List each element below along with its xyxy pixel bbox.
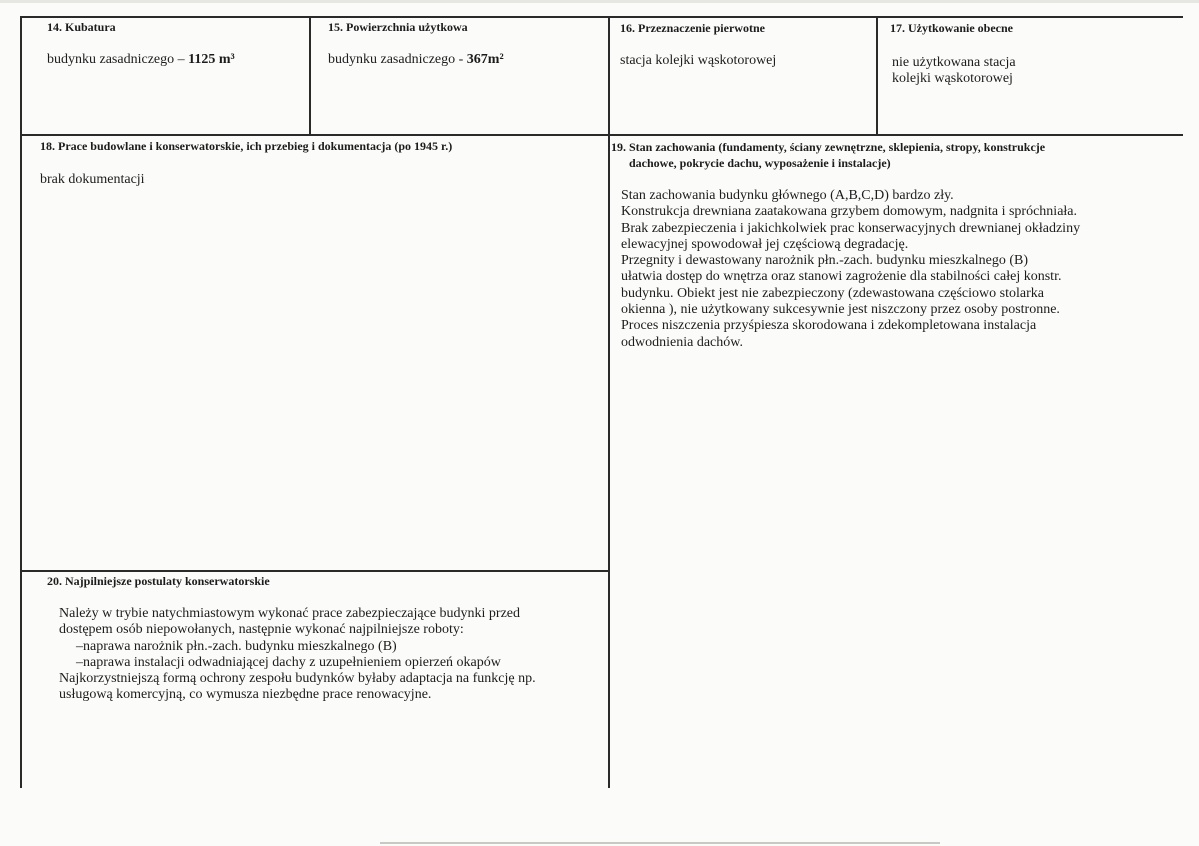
field-14-value-number: 1125 m³ [188, 52, 235, 67]
field-19-text-line: Przegnity i dewastowany narożnik płn.-zach. budynku mieszkalnego (B) [621, 253, 1029, 269]
field-17-value [892, 55, 1016, 88]
field-19-text-line: budynku. Obiekt jest nie zabezpieczony (zdewastowana częściowo stolarka [621, 285, 1044, 301]
field-17-label: 17. Użytkowanie obecne [890, 21, 1013, 35]
field-17-value-line: nie użytkowana stacja [892, 55, 1016, 70]
row-divider-1 [20, 134, 1183, 136]
field-20-text-line: usługową komercyjną, co wymusza niezbędne prace renowacyjne. [59, 687, 432, 703]
field-15-value-number: 367m² [466, 52, 504, 67]
field-20-text-line: Należy w trybie natychmiastowym wykonać prace zabezpieczające budynki przed [59, 606, 521, 621]
field-20-text-line: –naprawa narożnik płn.-zach. budynku mieszkalnego (B) [76, 638, 397, 654]
field-19-text-line: elewacyjnej spowodował jej częściową degradację. [621, 236, 909, 252]
field-19-text-line: Stan zachowania budynku głównego (A,B,C,D) bardzo zły. [621, 188, 954, 203]
row-divider-2 [20, 570, 610, 572]
field-20-label: 20. Najpilniejsze postulaty konserwatorskie [47, 574, 270, 588]
table-border-top [20, 16, 1183, 18]
field-16-value: stacja kolejki wąskotorowej [620, 53, 777, 68]
field-17-value-line: kolejki wąskotorowej [892, 71, 1013, 87]
field-20-text-line: –naprawa instalacji odwadniającej dachy z uzupełnieniem opierzeń okapów [76, 654, 501, 670]
field-15-value [328, 52, 504, 68]
field-18-label: 18. Prace budowlane i konserwatorskie, ich przebieg i dokumentacja (po 1945 r.) [40, 139, 453, 153]
field-19-text-line: Proces niszczenia przyśpiesza skorodowana i zdekompletowana instalacja [621, 318, 1037, 334]
field-16-label: 16. Przeznaczenie pierwotne [620, 21, 765, 35]
field-19-text-line: odwodnienia dachów. [621, 334, 743, 350]
field-14-value-text: budynku zasadniczego – [47, 52, 189, 67]
field-14-label: 14. Kubatura [47, 20, 116, 34]
field-19-text-line: okienna ), nie użytkowany sukcesywnie jest niszczony przez osoby postronne. [621, 302, 1060, 318]
col-divider-middle [608, 16, 610, 788]
field-19-text-line: Brak zabezpieczenia i jakichkolwiek prac konserwacyjnych drewnianej okładziny [621, 220, 1081, 236]
field-18-value: brak dokumentacji [40, 172, 145, 187]
field-20-text [59, 606, 536, 704]
field-14-value [47, 52, 235, 68]
field-15-value-text: budynku zasadniczego - [328, 52, 467, 67]
field-19-text-line: ułatwia dostęp do wnętrza oraz stanowi zagrożenie dla stabilności całej konstr. [621, 269, 1062, 285]
table-border-left [20, 16, 22, 788]
col-divider-14-15 [309, 16, 311, 135]
field-19-label [611, 139, 1045, 171]
field-19-label-line: dachowe, pokrycie dachu, wyposażenie i instalacje) [629, 156, 891, 170]
field-19-text-line: Konstrukcja drewniana zaatakowana grzybem domowym, nadgnita i spróchniała. [621, 204, 1078, 220]
field-20-text-line: dostępem osób niepowołanych, następnie wykonać najpilniejsze roboty: [59, 622, 464, 638]
field-15-label: 15. Powierzchnia użytkowa [328, 20, 468, 34]
scan-edge-bottom [380, 842, 940, 844]
field-20-text-line: Najkorzystniejszą formą ochrony zespołu budynków byłaby adaptacja na funkcję np. [59, 671, 536, 687]
col-divider-16-17 [876, 16, 878, 135]
field-19-label-line: 19. Stan zachowania (fundamenty, ściany zewnętrzne, sklepienia, stropy, konstrukcje [611, 140, 1046, 154]
scan-edge-top [0, 0, 1199, 3]
field-19-text [621, 188, 1080, 351]
